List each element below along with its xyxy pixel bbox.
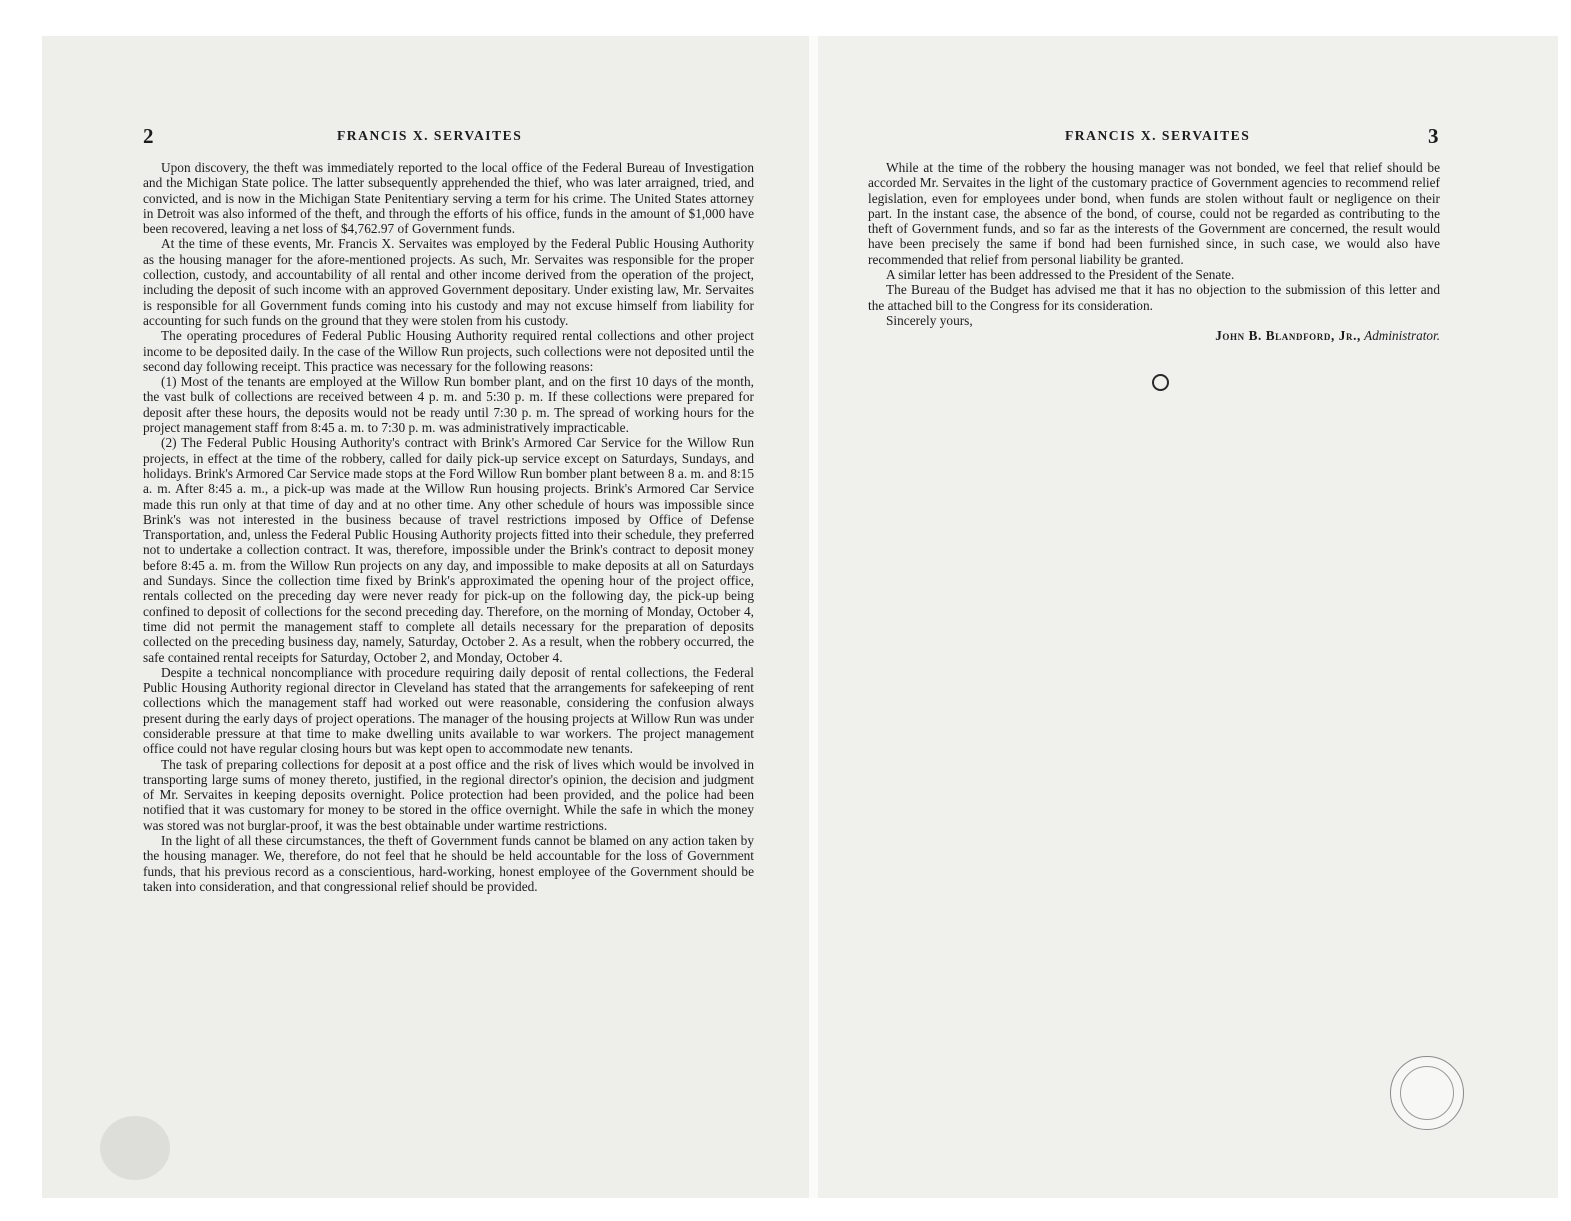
- paragraph: While at the time of the robbery the housing manager was not bonded, we feel that relief should be accorded Mr. Servaites in the light of the customary practice of Government agencies to recommend relief legislation, even for employees under bond, when funds are stolen without fault or negligence on their part. In the instant case, the absence of the bond, of course, could not be regarded as contributing to the theft of Government funds, and so far as the interests of the Government are concerned, the result would have been precisely the same if bond had been furnished since, in such case, we would also have recommended that relief from personal liability be granted.: [868, 160, 1440, 267]
- signature-name: John B. Blandford, Jr.,: [1215, 328, 1361, 344]
- paragraph: The task of preparing collections for deposit at a post office and the risk of lives which would be involved in transporting large sums of money thereto, justified, in the regional director's opinion, the decision and judgment of Mr. Servaites in keeping deposits overnight. Police protection had been provided, and the police had been notified that it was customary for money to be stored in the office overnight. While the safe in which the money was stored was not burglar-proof, it was the best obtainable under wartime restrictions.: [143, 756, 754, 833]
- left-body-text: [143, 160, 754, 894]
- running-head: FRANCIS X. SERVAITES: [337, 128, 523, 143]
- page-number: 3: [1428, 124, 1439, 148]
- right-body-text: [868, 160, 1440, 344]
- closing: Sincerely yours,: [886, 312, 973, 328]
- paragraph: (2) The Federal Public Housing Authority's contract with Brink's Armored Car Service for the Willow Run projects, in effect at the time of the robbery, called for daily pick-up service except on Saturdays, Sundays, and holidays. Brink's Armored Car Service made stops at the Ford Willow Run bomber plant between 8 a. m. and 8:15 a. m. After 8:45 a. m., a pick-up was made at the Willow Run housing projects. Brink's Armored Car Service made this run only at that time of day and at no other time. Any other schedule of hours was impossible since Brink's was not interested in the business because of travel restrictions imposed by Office of Defense Transportation, and, unless the Federal Public Housing Authority projects fitted into their schedule, they preferred not to undertake a collection contract. It was, therefore, impossible under the Brink's contract to deposit money before 8:45 a. m. from the Willow Run projects on any day, and impossible to make deposits at all on Saturdays and Sundays. Since the collection time fixed by Brink's approximated the opening hour of the project office, rentals collected on the preceding day were never ready for pick-up on the following day, the pick-up being confined to deposit of collections for the second preceding day. Therefore, on the morning of Monday, October 4, time did not permit the management staff to complete all details necessary for the preparation of deposits collected on the preceding business day, namely, Saturday, October 2. As a result, when the robbery occurred, the safe contained rental receipts for Saturday, October 2, and Monday, October 4.: [143, 435, 754, 665]
- paragraph: The Bureau of the Budget has advised me that it has no objection to the submission of this letter and the attached bill to the Congress for its consideration.: [868, 282, 1440, 313]
- page-number: 2: [143, 124, 154, 148]
- left-page: [42, 36, 809, 1198]
- page-smudge: [100, 1116, 170, 1180]
- archive-stamp-icon: [1390, 1056, 1464, 1130]
- paragraph: Despite a technical noncompliance with procedure requiring daily deposit of rental collections, the Federal Public Housing Authority regional director in Cleveland has stated that the arrangements for safekeeping of rent collections which the management staff had worked out were reasonable, considering the confusion always present during the early days of project operations. The manager of the housing projects at Willow Run was under considerable pressure at that time to make dwelling units available to war workers. The project management office could not have regular closing hours but was kept open to accommodate new tenants.: [143, 664, 754, 757]
- paragraph: A similar letter has been addressed to the President of the Senate.: [886, 267, 1235, 283]
- paragraph: In the light of all these circumstances, the theft of Government funds cannot be blamed on any action taken by the housing manager. We, therefore, do not feel that he should be held accountable for the loss of Government funds, that his previous record as a conscientious, hard-working, honest employee of the Government should be taken into consideration, and that congressional relief should be provided.: [143, 833, 754, 894]
- paragraph: The operating procedures of Federal Public Housing Authority required rental collections and other project income to be deposited daily. In the case of the Willow Run projects, such collections were not deposited until the second day following receipt. This practice was necessary for the following reasons:: [143, 328, 754, 374]
- paragraph: At the time of these events, Mr. Francis X. Servaites was employed by the Federal Public Housing Authority as the housing manager for the afore-mentioned projects. As such, Mr. Servaites was responsible for the proper collection, custody, and accountability of all rental and other income derived from the operation of the project, including the deposit of such income with an approved Government depositary. Under existing law, Mr. Servaites is responsible for all Government funds coming into his custody and may not excuse himself from liability for accounting for such funds on the ground that they were stolen from his custody.: [143, 236, 754, 328]
- signature-title: Administrator.: [1364, 328, 1440, 344]
- end-mark-circle: [1152, 374, 1169, 391]
- paragraph: (1) Most of the tenants are employed at the Willow Run bomber plant, and on the first 10 days of the month, the vast bulk of collections are received between 4 p. m. and 5:30 p. m. If these collections were prepared for deposit after these hours, the deposits would not be ready until 7:30 p. m. The spread of working hours for the project management staff from 8:45 a. m. to 7:30 p. m. was administratively impracticable.: [143, 374, 754, 436]
- right-page: [818, 36, 1558, 1198]
- running-head: FRANCIS X. SERVAITES: [1065, 128, 1251, 143]
- paragraph: Upon discovery, the theft was immediately reported to the local office of the Federal Bureau of Investigation and the Michigan State police. The latter subsequently apprehended the thief, who was later arraigned, tried, and convicted, and is now in the Michigan State Penitentiary serving a term for his crime. The United States attorney in Detroit was also informed of the theft, and through the efforts of his office, funds in the amount of $1,000 have been recovered, leaving a net loss of $4,762.97 of Government funds.: [143, 160, 754, 237]
- page-fold: [809, 36, 818, 1198]
- signature: [868, 328, 1440, 343]
